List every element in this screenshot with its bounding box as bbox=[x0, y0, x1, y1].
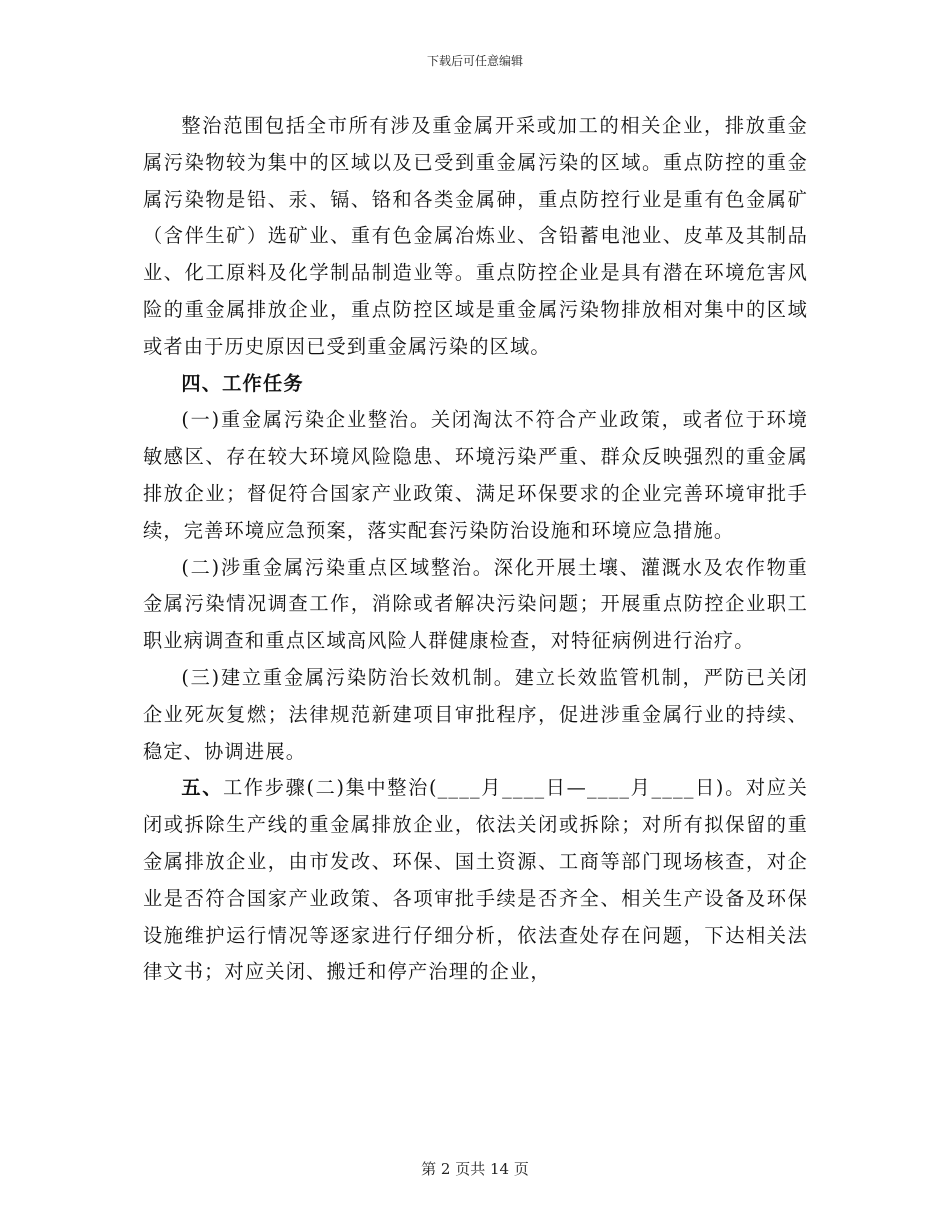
section-heading-tasks: 四、工作任务 bbox=[181, 371, 304, 395]
document-body bbox=[143, 108, 808, 991]
paragraph-scope: 整治范围包括全市所有涉及重金属开采或加工的相关企业，排放重金属污染物较为集中的区域以及已受到重金属污染的区域。重点防控的重金属污染物是铅、汞、镉、铬和各类金属砷，重点防控行业是重有色金属矿（含伴生矿）选矿业、重有色金属冶炼业、含铅蓄电池业、皮革及其制品业、化工原料及化学制品制造业等。重点防控企业是具有潜在环境危害风险的重金属排放企业，重点防控区域是重金属污染物排放相对集中的区域或者由于历史原因已受到重金属污染的区域。 bbox=[143, 114, 808, 358]
section-heading-steps: 五、 bbox=[181, 776, 224, 800]
page-header: 下载后可任意编辑 bbox=[426, 54, 523, 68]
paragraph-task-2: (二)涉重金属污染重点区域整治。深化开展土壤、灌溉水及农作物重金属污染情况调查工作，消除或者解决污染问题；开展重点防控企业职工职业病调查和重点区域高风险人群健康检查，对特征病例进行治疗。 bbox=[143, 555, 808, 653]
page-footer: 第 2 页共 14 页 bbox=[421, 1160, 529, 1178]
paragraph-task-3: (三)建立重金属污染防治长效机制。建立长效监管机制，严防已关闭企业死灰复燃；法律规范新建项目审批程序，促进涉重金属行业的持续、稳定、协调进展。 bbox=[143, 665, 808, 763]
paragraph-steps-body: 工作步骤(二)集中整治(____月____日—____月____日)。对应关闭或拆除生产线的重金属排放企业，依法关闭或拆除；对所有拟保留的重金属排放企业，由市发改、环保、国土资源、工商等部门现场核查，对企业是否符合国家产业政策、各项审批手续是否齐全、相关生产设备及环保设施维护运行情况等逐家进行仔细分析，依法查处存在问题，下达相关法律文书；对应关闭、搬迁和停产治理的企业， bbox=[143, 776, 808, 984]
paragraph-steps bbox=[143, 770, 808, 991]
paragraph-task-1: (一)重金属污染企业整治。关闭淘汰不符合产业政策，或者位于环境敏感区、存在较大环境风险隐患、环境污染严重、群众反映强烈的重金属排放企业；督促符合国家产业政策、满足环保要求的企业完善环境审批手续，完善环境应急预案，落实配套污染防治设施和环境应急措施。 bbox=[143, 408, 808, 542]
